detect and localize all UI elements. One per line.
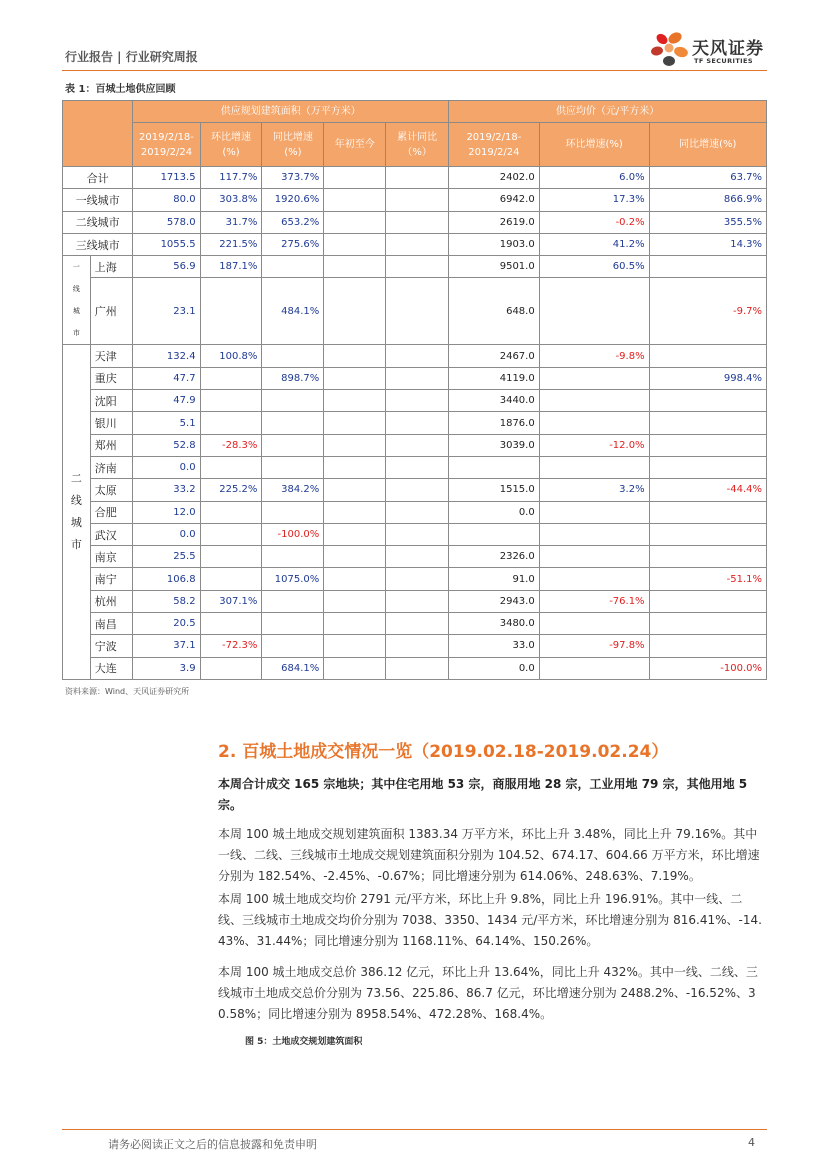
cell-price: 3039.0: [449, 434, 540, 456]
cell-price-mom: -9.8%: [539, 345, 649, 367]
cell-area: 1713.5: [133, 167, 200, 189]
cell-area: 52.8: [133, 434, 200, 456]
cell-ytd: [324, 345, 386, 367]
cell-price-yoy: -9.7%: [649, 278, 766, 345]
cell-mom: [200, 412, 262, 434]
cell-ytd: [324, 390, 386, 412]
city-name: 太原: [90, 479, 133, 501]
cell-ytd: [324, 546, 386, 568]
cell-area: 80.0: [133, 189, 200, 211]
cell-area: 1055.5: [133, 233, 200, 255]
table-row: [63, 233, 767, 255]
cell-ytd: [324, 523, 386, 545]
table-row: [63, 523, 767, 545]
cell-mom: [200, 367, 262, 389]
cell-price-mom: [539, 501, 649, 523]
cell-price: 2619.0: [449, 211, 540, 233]
cell-area: 5.1: [133, 412, 200, 434]
cell-yoy: [262, 256, 324, 278]
cell-ytd: [324, 256, 386, 278]
cell-area: 0.0: [133, 523, 200, 545]
cell-cum-yoy: [386, 546, 449, 568]
cell-price-mom: -76.1%: [539, 590, 649, 612]
city-name: 重庆: [90, 367, 133, 389]
row-label: 合计: [63, 167, 133, 189]
cell-area: 3.9: [133, 657, 200, 679]
header-col-price-yoy: 同比增速(%): [649, 123, 766, 167]
footer-divider: [62, 1129, 767, 1130]
cell-price: 1515.0: [449, 479, 540, 501]
cell-price-yoy: [649, 546, 766, 568]
cell-price-mom: 6.0%: [539, 167, 649, 189]
header-col-period: 2019/2/18-2019/2/24: [133, 123, 200, 167]
header-col-ytd: 年初至今: [324, 123, 386, 167]
cell-price-mom: [539, 613, 649, 635]
cell-price-yoy: 63.7%: [649, 167, 766, 189]
cell-yoy: 898.7%: [262, 367, 324, 389]
cell-mom: 117.7%: [200, 167, 262, 189]
table-row: [63, 189, 767, 211]
city-name: 济南: [90, 456, 133, 478]
cell-area: 106.8: [133, 568, 200, 590]
cell-price-mom: -0.2%: [539, 211, 649, 233]
cell-cum-yoy: [386, 613, 449, 635]
cell-yoy: [262, 635, 324, 657]
header-col-price-period: 2019/2/18-2019/2/24: [449, 123, 540, 167]
cell-ytd: [324, 568, 386, 590]
city-name: 大连: [90, 657, 133, 679]
header-col-yoy: 同比增速(%): [262, 123, 324, 167]
cell-area: 23.1: [133, 278, 200, 345]
cell-price-mom: 60.5%: [539, 256, 649, 278]
cell-price: 1876.0: [449, 412, 540, 434]
tier2-group-label: 二 线 城 市: [63, 345, 91, 679]
tier1-group-label: 一 线 城 市: [63, 256, 91, 345]
cell-ytd: [324, 367, 386, 389]
cell-cum-yoy: [386, 278, 449, 345]
cell-yoy: 484.1%: [262, 278, 324, 345]
cell-area: 578.0: [133, 211, 200, 233]
cell-cum-yoy: [386, 501, 449, 523]
logo-text-en: TF SECURITIES: [694, 57, 753, 65]
cell-yoy: [262, 590, 324, 612]
cell-price-yoy: [649, 613, 766, 635]
land-supply-table: [62, 100, 767, 680]
city-name: 天津: [90, 345, 133, 367]
cell-cum-yoy: [386, 434, 449, 456]
table-row: [63, 479, 767, 501]
cell-area: 20.5: [133, 613, 200, 635]
cell-price-mom: [539, 367, 649, 389]
table-body: [63, 167, 767, 680]
cell-ytd: [324, 501, 386, 523]
cell-cum-yoy: [386, 590, 449, 612]
city-name: 南昌: [90, 613, 133, 635]
cell-mom: [200, 456, 262, 478]
cell-area: 25.5: [133, 546, 200, 568]
cell-price: [449, 523, 540, 545]
cell-mom: 307.1%: [200, 590, 262, 612]
cell-area: 37.1: [133, 635, 200, 657]
cell-mom: [200, 568, 262, 590]
cell-price-mom: 41.2%: [539, 233, 649, 255]
cell-mom: -72.3%: [200, 635, 262, 657]
cell-price: 2943.0: [449, 590, 540, 612]
cell-yoy: 684.1%: [262, 657, 324, 679]
cell-price: 0.0: [449, 501, 540, 523]
cell-cum-yoy: [386, 211, 449, 233]
cell-price-yoy: [649, 635, 766, 657]
cell-ytd: [324, 456, 386, 478]
cell-price: 2467.0: [449, 345, 540, 367]
cell-area: 0.0: [133, 456, 200, 478]
cell-price-mom: 3.2%: [539, 479, 649, 501]
cell-yoy: [262, 345, 324, 367]
city-name: 南宁: [90, 568, 133, 590]
cell-cum-yoy: [386, 256, 449, 278]
page-number: 4: [748, 1136, 755, 1149]
table-row: [63, 278, 767, 345]
cell-ytd: [324, 412, 386, 434]
cell-yoy: [262, 456, 324, 478]
cell-yoy: [262, 412, 324, 434]
cell-area: 56.9: [133, 256, 200, 278]
cell-yoy: 275.6%: [262, 233, 324, 255]
cell-mom: [200, 546, 262, 568]
table-row: [63, 367, 767, 389]
cell-mom: 100.8%: [200, 345, 262, 367]
cell-mom: [200, 657, 262, 679]
cell-yoy: [262, 613, 324, 635]
table-row: [63, 211, 767, 233]
header-col-cum-yoy: 累计同比（%）: [386, 123, 449, 167]
cell-price: 2326.0: [449, 546, 540, 568]
cell-price-yoy: [649, 390, 766, 412]
header-corner: [63, 101, 133, 167]
cell-area: 12.0: [133, 501, 200, 523]
cell-price-yoy: [649, 523, 766, 545]
cell-price-mom: [539, 657, 649, 679]
cell-area: 47.9: [133, 390, 200, 412]
cell-ytd: [324, 434, 386, 456]
cell-price-yoy: [649, 345, 766, 367]
cell-ytd: [324, 613, 386, 635]
cell-price: 3440.0: [449, 390, 540, 412]
cell-yoy: 384.2%: [262, 479, 324, 501]
table-row: [63, 657, 767, 679]
cell-yoy: 653.2%: [262, 211, 324, 233]
cell-mom: 303.8%: [200, 189, 262, 211]
report-header-title: 行业报告 | 行业研究周报: [65, 50, 198, 64]
cell-price-yoy: [649, 501, 766, 523]
cell-price-yoy: [649, 434, 766, 456]
cell-yoy: [262, 434, 324, 456]
table-row: [63, 501, 767, 523]
cell-price-mom: [539, 278, 649, 345]
cell-cum-yoy: [386, 412, 449, 434]
cell-price-yoy: [649, 456, 766, 478]
table-caption: 表 1：百城土地供应回顾: [65, 84, 176, 95]
cell-price: [449, 456, 540, 478]
table-row: [63, 412, 767, 434]
cell-price-mom: -12.0%: [539, 434, 649, 456]
cell-price-yoy: 14.3%: [649, 233, 766, 255]
cell-price: 0.0: [449, 657, 540, 679]
cell-price-yoy: 866.9%: [649, 189, 766, 211]
cell-price-mom: -97.8%: [539, 635, 649, 657]
row-label: 二线城市: [63, 211, 133, 233]
table-row: [63, 546, 767, 568]
cell-cum-yoy: [386, 479, 449, 501]
cell-price-mom: [539, 546, 649, 568]
table-row: [63, 390, 767, 412]
cell-ytd: [324, 211, 386, 233]
company-logo: [648, 28, 772, 72]
cell-price: 91.0: [449, 568, 540, 590]
cell-area: 132.4: [133, 345, 200, 367]
city-name: 合肥: [90, 501, 133, 523]
cell-ytd: [324, 233, 386, 255]
cell-area: 58.2: [133, 590, 200, 612]
cell-mom: -28.3%: [200, 434, 262, 456]
table-row: [63, 568, 767, 590]
cell-cum-yoy: [386, 523, 449, 545]
header-group-area: 供应规划建筑面积（万平方米）: [133, 101, 449, 123]
cell-yoy: -100.0%: [262, 523, 324, 545]
figure-caption: 图 5：土地成交规划建筑面积: [245, 1037, 363, 1047]
cell-price-yoy: [649, 590, 766, 612]
cell-price: 1903.0: [449, 233, 540, 255]
paragraph-price: 本周 100 城土地成交均价 2791 元/平方米，环比上升 9.8%，同比上升 196.91%。其中一线、二线、三线城市土地成交均价分别为 7038、3350、1434 元/平方米，环比增速分别为 816.41%、-14.43%、31.44%；同比增速分别为 1168.11%、64.14%、150.26%。: [218, 892, 762, 948]
cell-mom: [200, 501, 262, 523]
table-row: [63, 456, 767, 478]
cell-cum-yoy: [386, 367, 449, 389]
cell-price: 6942.0: [449, 189, 540, 211]
row-label: 三线城市: [63, 233, 133, 255]
paragraph-area: 本周 100 城土地成交规划建筑面积 1383.34 万平方米，环比上升 3.48%，同比上升 79.16%。其中一线、二线、三线城市土地成交规划建筑面积分别为 104.52、674.17、604.66 万平方米，环比增速分别为 182.54%、-2.45%、-0.67%；同比增速分别为 614.06%、248.63%、7.19%。: [218, 827, 760, 883]
cell-price-mom: [539, 456, 649, 478]
city-name: 宁波: [90, 635, 133, 657]
cell-cum-yoy: [386, 167, 449, 189]
cell-mom: [200, 613, 262, 635]
cell-ytd: [324, 657, 386, 679]
cell-price: 33.0: [449, 635, 540, 657]
cell-price-yoy: -44.4%: [649, 479, 766, 501]
cell-price-yoy: 998.4%: [649, 367, 766, 389]
cell-price: 4119.0: [449, 367, 540, 389]
cell-price-mom: [539, 568, 649, 590]
header-col-price-mom: 环比增速(%): [539, 123, 649, 167]
table-row: [63, 345, 767, 367]
table-row: [63, 635, 767, 657]
city-name: 南京: [90, 546, 133, 568]
header-group-price: 供应均价（元/平方米）: [449, 101, 767, 123]
cell-mom: 187.1%: [200, 256, 262, 278]
cell-price-yoy: -100.0%: [649, 657, 766, 679]
city-name: 上海: [90, 256, 133, 278]
cell-price: 2402.0: [449, 167, 540, 189]
table-row: [63, 590, 767, 612]
cell-yoy: 1075.0%: [262, 568, 324, 590]
cell-cum-yoy: [386, 657, 449, 679]
cell-price-yoy: [649, 256, 766, 278]
cell-ytd: [324, 479, 386, 501]
cell-price-mom: [539, 412, 649, 434]
cell-yoy: 1920.6%: [262, 189, 324, 211]
cell-mom: 31.7%: [200, 211, 262, 233]
cell-yoy: 373.7%: [262, 167, 324, 189]
city-name: 沈阳: [90, 390, 133, 412]
cell-price: 3480.0: [449, 613, 540, 635]
cell-price-yoy: [649, 412, 766, 434]
cell-mom: [200, 523, 262, 545]
cell-price-mom: [539, 390, 649, 412]
footer-disclaimer: 请务必阅读正文之后的信息披露和免责申明: [108, 1138, 317, 1151]
row-label: 一线城市: [63, 189, 133, 211]
cell-yoy: [262, 501, 324, 523]
cell-cum-yoy: [386, 345, 449, 367]
cell-mom: 225.2%: [200, 479, 262, 501]
city-name: 武汉: [90, 523, 133, 545]
cell-price: 9501.0: [449, 256, 540, 278]
cell-yoy: [262, 390, 324, 412]
cell-area: 33.2: [133, 479, 200, 501]
cell-ytd: [324, 167, 386, 189]
city-name: 郑州: [90, 434, 133, 456]
cell-yoy: [262, 546, 324, 568]
cell-cum-yoy: [386, 189, 449, 211]
cell-cum-yoy: [386, 456, 449, 478]
cell-mom: [200, 278, 262, 345]
city-name: 银川: [90, 412, 133, 434]
header-col-mom: 环比增速(%): [200, 123, 262, 167]
table-row: [63, 613, 767, 635]
cell-price-yoy: 355.5%: [649, 211, 766, 233]
cell-ytd: [324, 635, 386, 657]
cell-ytd: [324, 189, 386, 211]
cell-cum-yoy: [386, 568, 449, 590]
cell-price: 648.0: [449, 278, 540, 345]
cell-cum-yoy: [386, 635, 449, 657]
table-source-note: 资料来源：Wind、天风证券研究所: [65, 687, 190, 696]
table-row: [63, 256, 767, 278]
table-row: [63, 434, 767, 456]
section-summary: 本周合计成交 165 宗地块；其中住宅用地 53 宗，商服用地 28 宗，工业用地 79 宗，其他用地 5 宗。: [218, 777, 748, 812]
cell-cum-yoy: [386, 390, 449, 412]
city-name: 广州: [90, 278, 133, 345]
city-name: 杭州: [90, 590, 133, 612]
header-divider: [62, 70, 767, 71]
logo-flower-icon: [648, 28, 692, 72]
cell-price-mom: [539, 523, 649, 545]
logo-text-cn: 天风证券: [692, 39, 764, 59]
cell-ytd: [324, 590, 386, 612]
cell-cum-yoy: [386, 233, 449, 255]
table-row: [63, 167, 767, 189]
section-title: 2. 百城土地成交情况一览（2019.02.18-2019.02.24）: [218, 742, 669, 762]
paragraph-total: 本周 100 城土地成交总价 386.12 亿元，环比上升 13.64%，同比上升 432%。其中一线、二线、三线城市土地成交总价分别为 73.56、225.86、86.7 亿元，环比增速分别为 2488.2%、-16.52%、30.58%；同比增速分别为 8958.54%、472.28%、168.4%。: [218, 965, 758, 1021]
cell-mom: 221.5%: [200, 233, 262, 255]
cell-price-mom: 17.3%: [539, 189, 649, 211]
cell-area: 47.7: [133, 367, 200, 389]
cell-mom: [200, 390, 262, 412]
cell-ytd: [324, 278, 386, 345]
cell-price-yoy: -51.1%: [649, 568, 766, 590]
